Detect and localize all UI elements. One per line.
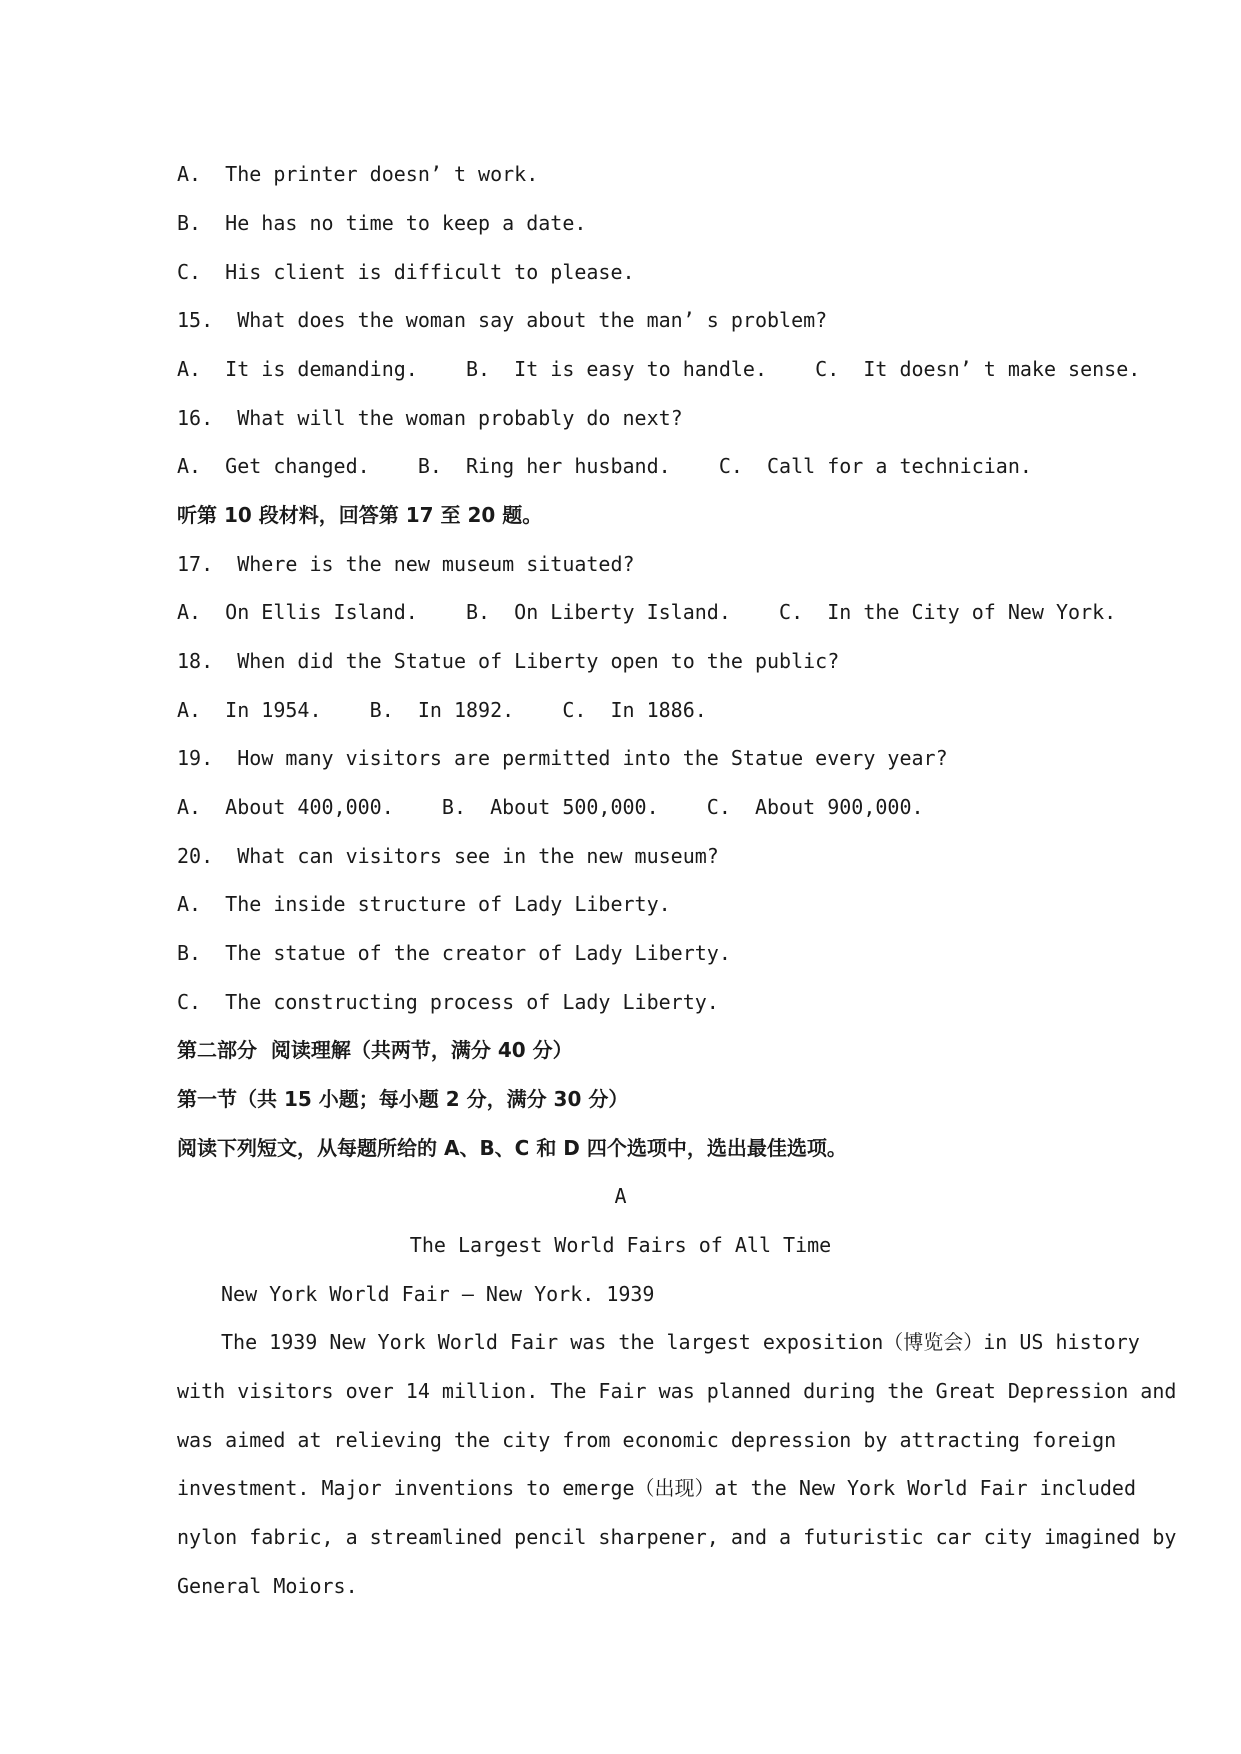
question-19: 19. How many visitors are permitted into the Statue every year? <box>177 746 948 770</box>
q19-options: A. About 400,000. B. About 500,000. C. About 900,000. <box>177 795 924 819</box>
reading-instruction: 阅读下列短文，从每题所给的 A、B、C 和 D 四个选项中，选出最佳选项。 <box>177 1136 847 1160</box>
passage-subtitle: New York World Fair — New York. 1939 <box>221 1282 655 1306</box>
q18-options: A. In 1954. B. In 1892. C. In 1886. <box>177 698 707 722</box>
passage-line: with visitors over 14 million. The Fair was planned during the Great Depression and <box>177 1379 1177 1403</box>
q20-option-c: C. The constructing process of Lady Liberty. <box>177 990 719 1014</box>
passage-line: nylon fabric, a streamlined pencil sharpener, and a futuristic car city imagined by <box>177 1525 1177 1549</box>
passage-line: The 1939 New York World Fair was the largest exposition（博览会）in US history <box>221 1330 1140 1354</box>
question-20: 20. What can visitors see in the new museum? <box>177 844 719 868</box>
q14-option-a: A. The printer doesn’ t work. <box>177 162 539 186</box>
section-instruction-17-20: 听第 10 段材料，回答第 17 至 20 题。 <box>177 503 543 527</box>
question-18: 18. When did the Statue of Liberty open to the public? <box>177 649 840 673</box>
passage-line: was aimed at relieving the city from economic depression by attracting foreign <box>177 1428 1117 1452</box>
passage-line: General Moiors. <box>177 1574 358 1598</box>
question-17: 17. Where is the new museum situated? <box>177 552 635 576</box>
q15-options: A. It is demanding. B. It is easy to handle. C. It doesn’ t make sense. <box>177 357 1141 381</box>
question-15: 15. What does the woman say about the man’ s problem? <box>177 308 828 332</box>
passage-title: The Largest World Fairs of All Time <box>409 1233 832 1257</box>
passage-letter: A <box>614 1184 627 1208</box>
question-16: 16. What will the woman probably do next? <box>177 406 683 430</box>
passage-line: investment. Major inventions to emerge（出现）at the New York World Fair included <box>177 1476 1136 1500</box>
section-one-heading: 第一节（共 15 小题；每小题 2 分，满分 30 分） <box>177 1087 629 1111</box>
q20-option-b: B. The statue of the creator of Lady Liberty. <box>177 941 731 965</box>
q16-options: A. Get changed. B. Ring her husband. C. Call for a technician. <box>177 454 1032 478</box>
q14-option-c: C. His client is difficult to please. <box>177 260 635 284</box>
part-two-heading: 第二部分 阅读理解（共两节，满分 40 分） <box>177 1038 573 1062</box>
q14-option-b: B. He has no time to keep a date. <box>177 211 587 235</box>
q17-options: A. On Ellis Island. B. On Liberty Island. C. In the City of New York. <box>177 600 1117 624</box>
q20-option-a: A. The inside structure of Lady Liberty. <box>177 892 671 916</box>
